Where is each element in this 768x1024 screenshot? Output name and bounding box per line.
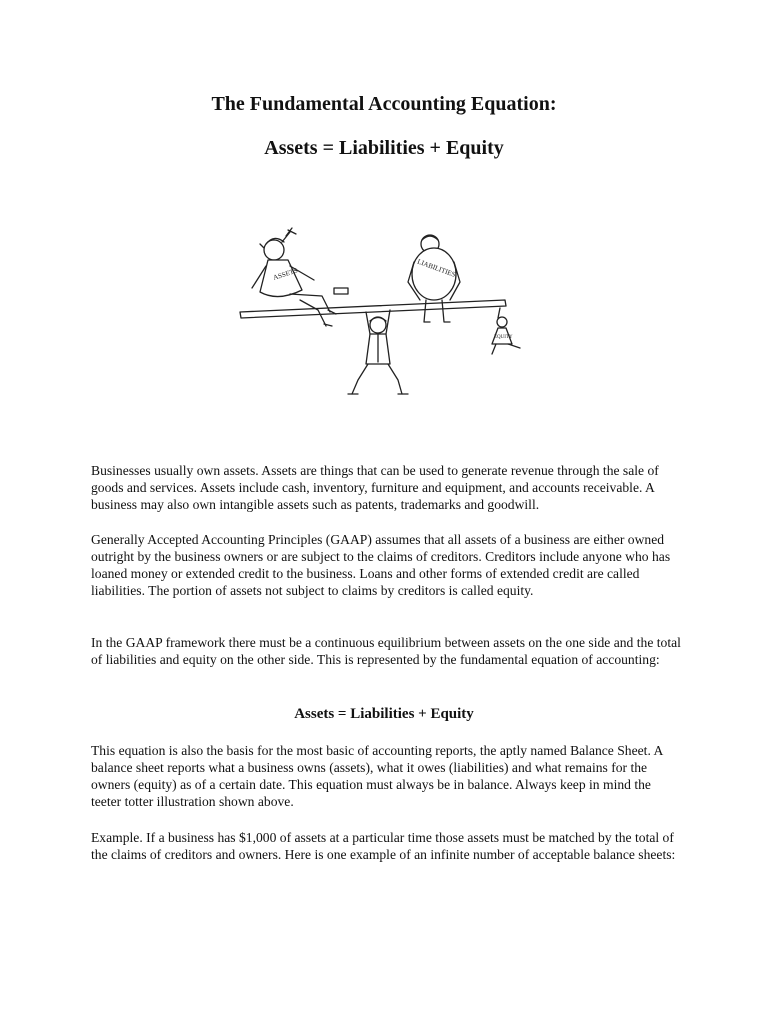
paragraph-equilibrium: In the GAAP framework there must be a continuous equilibrium between assets on the one side and the total of liabilities and equity on the other side. This is represented by the fundamental equation of accounting: — [91, 635, 681, 667]
document-title: The Fundamental Accounting Equation: — [211, 93, 557, 115]
equation-inline: Assets = Liabilities + Equity — [294, 706, 474, 722]
paragraph-example: Example. If a business has $1,000 of assets at a particular time those assets must be matched by the total of the claims of creditors and owners. Here is one example of an infinite number of acceptable balance sheets: — [91, 830, 676, 862]
paragraph-gaap: Generally Accepted Accounting Principles (GAAP) assumes that all assets of a business are either owned outright by the business owners or are subject to the claims of creditors. Creditors include anyone who has loaned money or extended credit to the business. Loans and other forms of extended credit are called liabilities. The portion of assets not subject to claims by creditors is called equity. — [91, 532, 671, 598]
equity-figure-label: EQUITY — [494, 335, 513, 340]
carrier-figure — [348, 310, 408, 394]
assets-figure-label: ASSETS — [272, 266, 299, 282]
paragraph-balance-sheet: This equation is also the basis for the most basic of accounting reports, the aptly named Balance Sheet. A balance sheet reports what a business owns (assets), what it owes (liabilities) and what remains for the owners (equity) as of a certain date. This equation must always be in balance. Always keep in mind the teeter totter illustration shown above. — [91, 743, 663, 809]
teeter-totter-illustration — [230, 222, 540, 400]
equity-figure — [492, 308, 520, 354]
equation-heading: Assets = Liabilities + Equity — [264, 137, 504, 159]
liabilities-figure-label: LIABILITIES — [416, 257, 457, 279]
paragraph-assets: Businesses usually own assets. Assets are things that can be used to generate revenue through the sale of goods and services. Assets include cash, inventory, furniture and equipment, and accounts receivable. A business may also own intangible assets such as patents, trademarks and goodwill. — [91, 463, 659, 512]
